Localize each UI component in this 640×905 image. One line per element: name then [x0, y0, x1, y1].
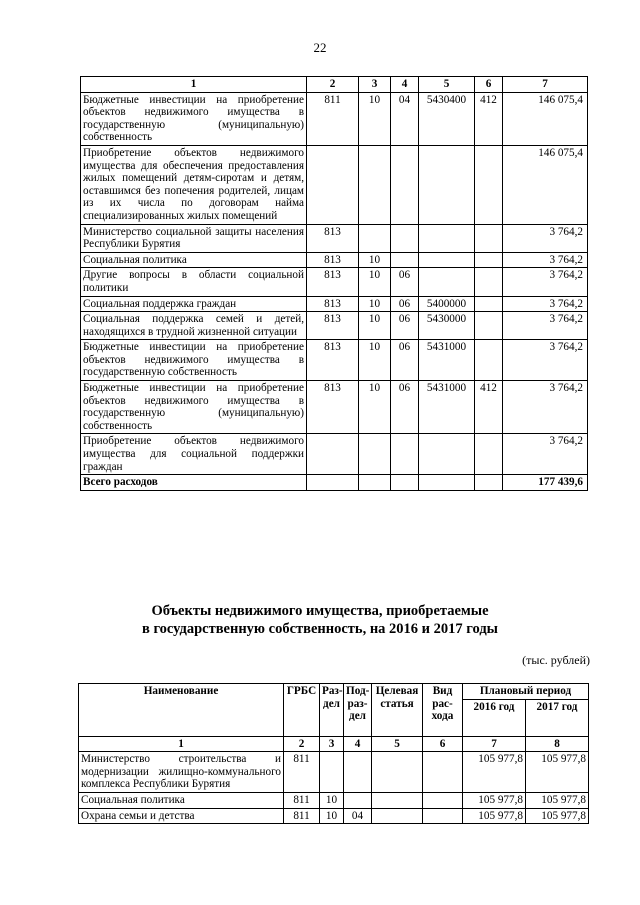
cell-target [372, 808, 423, 824]
cell-grbs: 811 [307, 92, 359, 145]
cell-name: Бюджетные инвестиции на приобретение объектов недвижимого имущества в государственную собственность [81, 340, 307, 381]
col-header-podrazdel: Под-раз-дел [344, 684, 372, 737]
col-header-name: Наименование [79, 684, 284, 737]
cell-y2016: 105 977,8 [463, 808, 526, 824]
cell-name: Бюджетные инвестиции на приобретение объектов недвижимого имущества в государственную (муниципальную) собственность [81, 381, 307, 434]
col-header-razdel: Раз-дел [320, 684, 344, 737]
cell-target [419, 224, 475, 252]
empty-cell [391, 475, 419, 491]
cell-grbs: 813 [307, 312, 359, 340]
column-number: 1 [79, 736, 284, 752]
cell-name: Министерство социальной защиты населения Республики Бурятия [81, 224, 307, 252]
table-row [81, 92, 588, 145]
table-header-row [81, 77, 588, 93]
cell-grbs [307, 145, 359, 224]
column-number: 4 [391, 77, 419, 93]
column-number: 4 [344, 736, 372, 752]
cell-vid [475, 224, 503, 252]
cell-y2017: 105 977,8 [526, 752, 589, 793]
cell-podrazdel: 06 [391, 268, 419, 296]
cell-target [372, 792, 423, 808]
cell-vid: 412 [475, 381, 503, 434]
units-note: (тыс. рублей) [522, 653, 590, 667]
cell-podrazdel: 06 [391, 312, 419, 340]
empty-cell [419, 475, 475, 491]
cell-razdel: 10 [359, 312, 391, 340]
col-header-vid: Вид рас-хода [423, 684, 463, 737]
cell-amount: 3 764,2 [503, 340, 588, 381]
cell-vid [475, 268, 503, 296]
cell-name: Социальная поддержка семей и детей, находящихся в трудной жизненной ситуации [81, 312, 307, 340]
cell-name: Бюджетные инвестиции на приобретение объектов недвижимого имущества в государственную (муниципальную) собственность [81, 92, 307, 145]
cell-name: Социальная политика [81, 252, 307, 268]
table-row [81, 145, 588, 224]
table-row [81, 268, 588, 296]
cell-grbs: 813 [307, 252, 359, 268]
cell-y2017: 105 977,8 [526, 792, 589, 808]
cell-razdel: 10 [320, 808, 344, 824]
expenses-table [80, 76, 588, 491]
total-amount: 177 439,6 [503, 475, 588, 491]
cell-name: Приобретение объектов недвижимого имущества для социальной поддержки граждан [81, 434, 307, 475]
table-row [79, 808, 589, 824]
table-row [81, 296, 588, 312]
cell-target [419, 145, 475, 224]
cell-vid [423, 792, 463, 808]
column-numbers-row [79, 736, 589, 752]
table-row [79, 792, 589, 808]
cell-grbs: 813 [307, 224, 359, 252]
cell-vid [475, 252, 503, 268]
cell-name: Приобретение объектов недвижимого имущества для обеспечения предоставления жилых помещений детям-сиротам и детям, оставшимся без попечения родителей, лицам из их числа по договорам найма специализированных жилых помещений [81, 145, 307, 224]
cell-grbs: 813 [307, 268, 359, 296]
cell-razdel [359, 224, 391, 252]
column-number: 3 [320, 736, 344, 752]
total-label: Всего расходов [81, 475, 307, 491]
column-number: 8 [526, 736, 589, 752]
cell-target [419, 252, 475, 268]
cell-podrazdel [344, 752, 372, 793]
cell-grbs: 811 [284, 808, 320, 824]
cell-razdel: 10 [320, 792, 344, 808]
section-title-line1: Объекты недвижимого имущества, приобретаемые [151, 603, 489, 619]
cell-podrazdel [344, 792, 372, 808]
cell-target: 5431000 [419, 381, 475, 434]
cell-target: 5430000 [419, 312, 475, 340]
cell-grbs: 811 [284, 752, 320, 793]
cell-y2016: 105 977,8 [463, 752, 526, 793]
table-row [81, 252, 588, 268]
cell-razdel [359, 145, 391, 224]
empty-cell [359, 475, 391, 491]
cell-podrazdel [391, 145, 419, 224]
cell-grbs: 813 [307, 340, 359, 381]
column-number: 5 [372, 736, 423, 752]
col-header-target: Целевая статья [372, 684, 423, 737]
cell-razdel: 10 [359, 296, 391, 312]
table-row [81, 224, 588, 252]
cell-name: Министерство строительства и модернизации жилищно-коммунального комплекса Республики Бурятия [79, 752, 284, 793]
cell-podrazdel [391, 224, 419, 252]
cell-razdel: 10 [359, 92, 391, 145]
cell-podrazdel: 06 [391, 340, 419, 381]
cell-podrazdel: 06 [391, 381, 419, 434]
table-row [81, 381, 588, 434]
column-number: 7 [503, 77, 588, 93]
total-row [81, 475, 588, 491]
cell-target: 5400000 [419, 296, 475, 312]
page-number: 22 [313, 40, 327, 55]
section-title-line2: в государственную собственность, на 2016 и 2017 годы [141, 620, 498, 637]
cell-target [372, 752, 423, 793]
cell-target [419, 268, 475, 296]
cell-razdel: 10 [359, 268, 391, 296]
cell-amount: 3 764,2 [503, 312, 588, 340]
cell-razdel: 10 [359, 252, 391, 268]
column-number: 2 [284, 736, 320, 752]
cell-amount: 146 075,4 [503, 145, 588, 224]
cell-vid [475, 312, 503, 340]
empty-cell [475, 475, 503, 491]
column-number: 7 [463, 736, 526, 752]
cell-podrazdel [391, 252, 419, 268]
cell-target [419, 434, 475, 475]
cell-vid [475, 296, 503, 312]
column-number: 1 [81, 77, 307, 93]
cell-podrazdel: 04 [344, 808, 372, 824]
cell-name: Социальная поддержка граждан [81, 296, 307, 312]
cell-amount: 3 764,2 [503, 434, 588, 475]
cell-amount: 3 764,2 [503, 252, 588, 268]
col-header-plan: Плановый период [463, 684, 589, 700]
column-number: 3 [359, 77, 391, 93]
cell-y2017: 105 977,8 [526, 808, 589, 824]
cell-vid [475, 434, 503, 475]
cell-grbs [307, 434, 359, 475]
column-number: 2 [307, 77, 359, 93]
cell-vid: 412 [475, 92, 503, 145]
empty-cell [307, 475, 359, 491]
cell-amount: 3 764,2 [503, 224, 588, 252]
cell-name: Другие вопросы в области социальной политики [81, 268, 307, 296]
cell-name: Охрана семьи и детства [79, 808, 284, 824]
cell-grbs: 811 [284, 792, 320, 808]
column-number: 6 [423, 736, 463, 752]
cell-grbs: 813 [307, 296, 359, 312]
cell-y2016: 105 977,8 [463, 792, 526, 808]
table-row [81, 434, 588, 475]
table-row [81, 312, 588, 340]
cell-grbs: 813 [307, 381, 359, 434]
cell-amount: 3 764,2 [503, 381, 588, 434]
table-row [79, 752, 589, 793]
table-row [81, 340, 588, 381]
cell-razdel: 10 [359, 381, 391, 434]
col-header-2017: 2017 год [526, 699, 589, 736]
cell-podrazdel: 04 [391, 92, 419, 145]
cell-name: Социальная политика [79, 792, 284, 808]
col-header-grbs: ГРБС [284, 684, 320, 737]
cell-razdel [320, 752, 344, 793]
cell-amount: 3 764,2 [503, 268, 588, 296]
col-header-2016: 2016 год [463, 699, 526, 736]
column-number: 6 [475, 77, 503, 93]
cell-vid [475, 340, 503, 381]
cell-vid [423, 752, 463, 793]
cell-podrazdel: 06 [391, 296, 419, 312]
cell-razdel [359, 434, 391, 475]
cell-vid [475, 145, 503, 224]
property-objects-table [78, 683, 589, 824]
column-number: 5 [419, 77, 475, 93]
cell-vid [423, 808, 463, 824]
cell-podrazdel [391, 434, 419, 475]
cell-amount: 146 075,4 [503, 92, 588, 145]
cell-target: 5431000 [419, 340, 475, 381]
cell-razdel: 10 [359, 340, 391, 381]
section-title [0, 603, 640, 638]
cell-amount: 3 764,2 [503, 296, 588, 312]
cell-target: 5430400 [419, 92, 475, 145]
